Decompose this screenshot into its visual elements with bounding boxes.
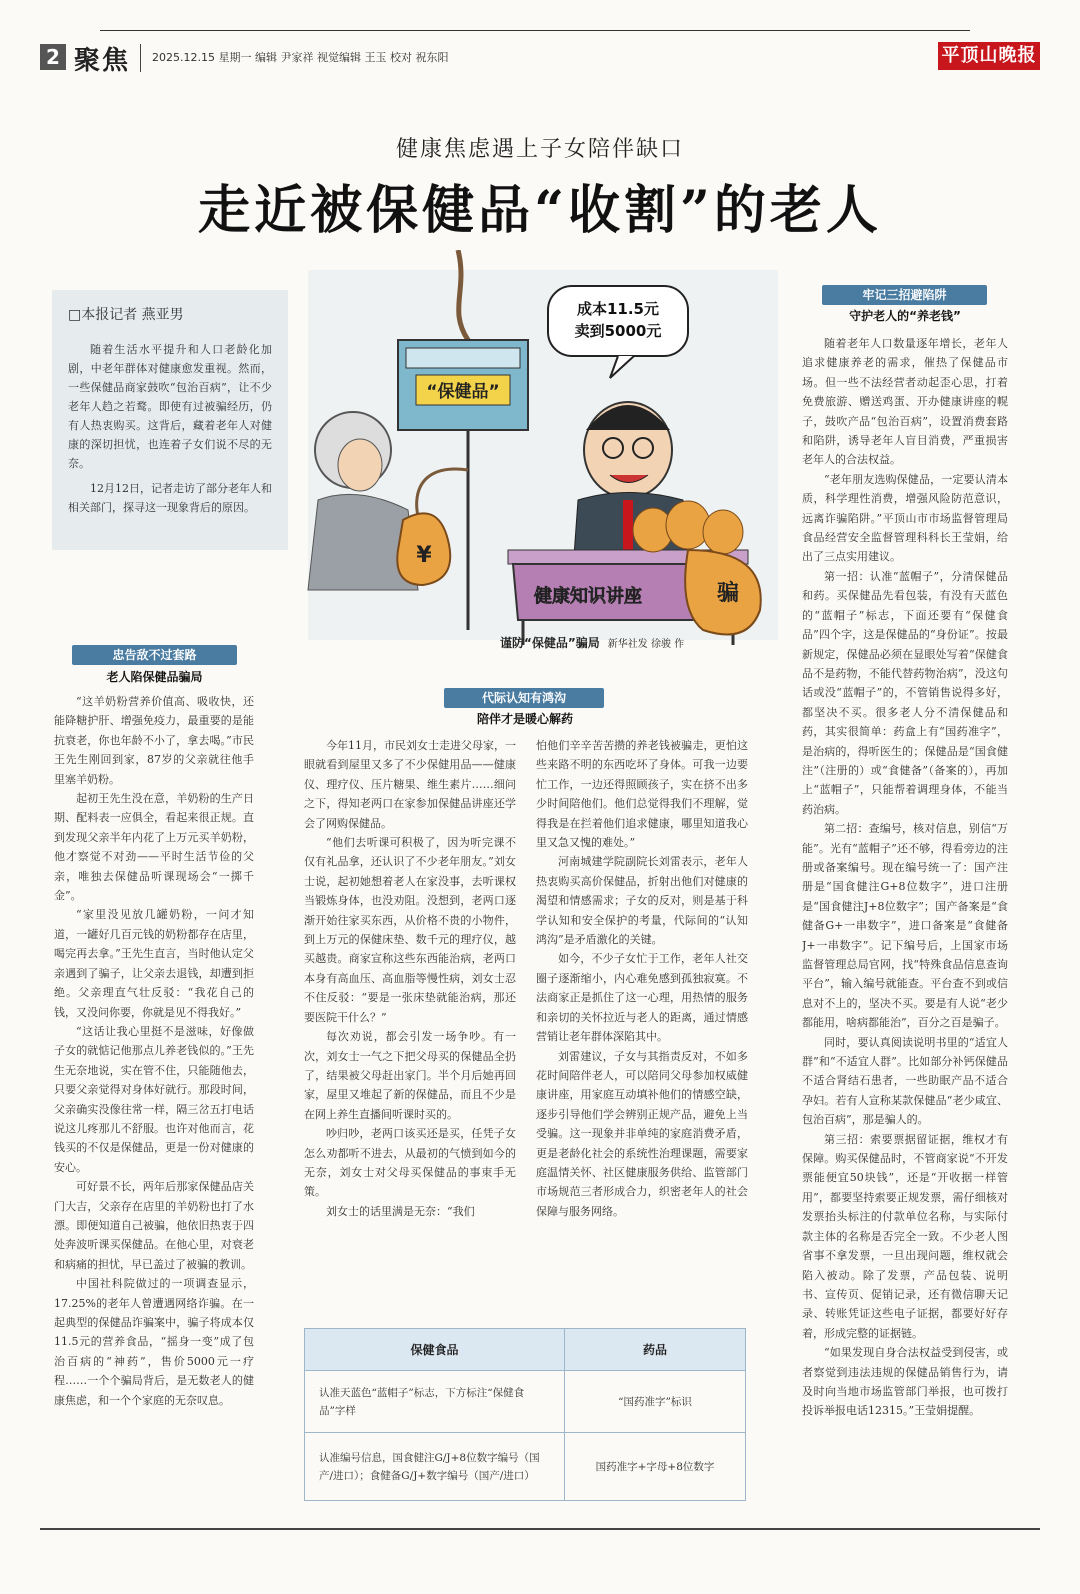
header-rule [100, 30, 970, 31]
table-header-cell: 保健食品 [305, 1329, 565, 1371]
section-name: 聚焦 [74, 46, 131, 76]
caption-credit: 新华社发 徐骏 作 [607, 639, 685, 650]
table-header-row [305, 1329, 746, 1371]
body-paragraph: “这话让我心里挺不是滋味，好像做子女的就惦记他那点儿养老钱似的。”王先生无奈地说，实在管不住，只能随他去，只要父亲觉得对身体好就行。那段时间，父亲确实没像往常一样，隔三岔五打电话说这儿疼那儿不舒服。也许对他而言，花钱买的不仅是保健品，更是一份对健康的安心。 [54, 1024, 254, 1174]
caption-text: 谨防“保健品”骗局 [500, 636, 600, 650]
body-paragraph: “如果发现自身合法权益受到侵害，或者察觉到违法违规的保健品销售行为，请及时向当地市场监管部门举报，也可拨打投诉举报电话12315。”王莹娟提醒。 [802, 1346, 1008, 1418]
intro-paragraph: 随着生活水平提升和人口老龄化加剧，中老年群体对健康愈发重视。然而，一些保健品商家鼓吹“包治百病”，让不少老年人趋之若鹜。即使有过被骗经历，仍有人热衷购买。这背后，藏着老年人对健康的深切担忧，也连着子女们说不尽的无奈。 [68, 343, 272, 470]
cartoon-illustration [298, 250, 788, 660]
body-paragraph: 每次劝说，都会引发一场争吵。有一次，刘女士一气之下把父母买的保健品全扔了，结果被父母赶出家门。半个月后她再回家，屋里又堆起了新的保健品，而且不少是在网上养生直播间听课时买的。 [304, 1030, 516, 1121]
intro-paragraph: 12月12日，记者走访了部分老年人和相关部门，探寻这一现象背后的原因。 [68, 482, 272, 514]
comparison-table [304, 1328, 746, 1501]
body-paragraph: 第三招：索要票据留证据，维权才有保障。购买保健品时，不管商家说“不开发票能便宜50块钱”，还是“开收据一样管用”，都要坚持索要正规发票，需仔细核对发票抬头标注的付款单位名称，与实际付款主体的名称是否完全一致。不少老人图省事不拿发票，一旦出现问题，维权就会陷入被动。除了发票，产品包装、说明书、宣传页、促销记录，还有微信聊天记录、转账凭证这些电子证据，都要好好存着，形成完整的证据链。 [802, 1132, 1008, 1340]
body-paragraph: “家里没见放几罐奶粉，一问才知道，一罐好几百元钱的奶粉都存在店里，喝完再去拿。”王先生直言，当时他认定父亲遇到了骗子，让父亲去退钱，却遭到拒绝。父亲理直气壮反驳：“我花自己的钱，又没问你要，你就是见不得我好。” [54, 908, 254, 1019]
page-number: 2 [40, 44, 66, 70]
section1-tag: 忠告敌不过套路 [72, 645, 237, 665]
bag-label: 骗 [716, 581, 740, 606]
intro-box [52, 290, 288, 550]
body-paragraph: 可好景不长，两年后那家保健品店关门大吉，父亲存在店里的羊奶粉也打了水漂。即便知道自己被骗，他依旧热衷于四处奔波听课买保健品。在他心里，对衰老和病痛的担忧，早已盖过了被骗的教训。 [54, 1180, 254, 1271]
body-paragraph: 第一招：认准“蓝帽子”，分清保健品和药。买保健品先看包装，有没有天蓝色的“蓝帽子”标志，下面还要有“保健食品”四个字，这是保健品的“身份证”。按最新规定，保健品必须在显眼处写着“保健食品不是药物，不能代替药物治病”，没这句话或没“蓝帽子”的，不管销售说得多好，都坚决不买。很多老人分不清保健品和药，其实很简单：药盒上有“国药准字”，是治病的，得听医生的；保健品是“国食健注”（注册的）或“食健备”（备案的），再加上“蓝帽子”，只能帮着调理身体，不能当药治病。 [802, 569, 1008, 816]
table-row [305, 1433, 746, 1501]
svg-text:¥: ¥ [416, 543, 432, 568]
body-paragraph: 河南城建学院副院长刘雷表示，老年人热衷购买高价保健品，折射出他们对健康的渴望和情感需求；子女的反对，则是基于科学认知和安全保护的考量，代际间的“认知鸿沟”是矛盾激化的关键。 [536, 855, 748, 947]
footer-rule [40, 1528, 1040, 1530]
section1-subtitle: 老人陷保健品骗局 [106, 670, 203, 684]
headline-title: 走近被保健品“收割”的老人 [198, 180, 882, 241]
body-paragraph: 中国社科院做过的一项调查显示，17.25%的老年人曾遭遇网络诈骗。在一起典型的保健品诈骗案中，骗子将成本仅11.5元的营养食品，“摇身一变”成了包治百病的“神药”，售价5000元一疗程……一个个骗局背后，是无数老人的健康焦虑，和一个个家庭的无奈叹息。 [54, 1277, 254, 1407]
section2-tag: 代际认知有鸿沟 [444, 688, 604, 708]
section2-body-right [536, 736, 748, 1316]
table-cell: “国药准字”标识 [565, 1371, 746, 1433]
header-meta: 2025.12.15 星期一 编辑 尹家祥 视觉编辑 王玉 校对 祝东阳 [152, 51, 449, 64]
header-divider [140, 44, 141, 72]
section2-body-left [304, 736, 516, 1316]
section3-subtitle: 守护老人的“养老钱” [849, 309, 961, 323]
page-header [40, 40, 1040, 76]
table-header-cell: 药品 [565, 1329, 746, 1371]
body-paragraph: 刘女士的话里满是无奈：“我们 [326, 1204, 475, 1218]
section1-body [54, 692, 254, 1522]
sign-label: “保健品” [426, 382, 500, 402]
table-banner: 健康知识讲座 [534, 586, 642, 607]
bubble-line: 成本11.5元 [576, 300, 660, 318]
body-paragraph: 怕他们辛辛苦苦攒的养老钱被骗走，更怕这些来路不明的东西吃坏了身体。可我一边要忙工作，一边还得照顾孩子，实在挤不出多少时间陪他们。他们总觉得我们不理解，觉得我是在拦着他们追求健康，哪里知道我心里又急又愧的难处。” [536, 739, 748, 850]
body-paragraph: 第二招：查编号，核对信息，别信“万能”。光有“蓝帽子”还不够，得看旁边的注册或备案编号。现在编号统一了：国产注册是“国食健注G+8位数字”，进口注册是“国食健注J+8位数字”；国产备案是“食健备G+一串数字”，进口备案是“食健备J+一串数字”。记下编号后，上国家市场监督管理总局官网，找“特殊食品信息查询平台”，输入编号就能查。平台查不到或信息对不上的，坚决不买。要是有人说“老少都能用，啥病都能治”，百分之百是骗子。 [802, 822, 1008, 1030]
body-paragraph: “老年朋友选购保健品，一定要认清本质，科学理性消费，增强风险防范意识，远离诈骗陷阱。”平顶山市市场监督管理局食品经营安全监督管理科科长王莹娟，给出了三点实用建议。 [802, 472, 1008, 564]
table-cell: 国药准字+字母+8位数字 [565, 1433, 746, 1501]
bubble-line: 卖到5000元 [574, 322, 662, 340]
section3-body [802, 334, 1008, 1504]
masthead-logo: 平顶山晚报 [938, 42, 1040, 70]
body-paragraph: 今年11月，市民刘女士走进父母家，一眼就看到屋里又多了不少保健用品——健康仪、理疗仪、压片糖果、维生素片……细问之下，得知老两口在家参加保健品讲座还学会了网购保健品。 [304, 739, 516, 830]
health-product-box [398, 340, 528, 430]
headline-subtitle: 健康焦虑遇上子女陪伴缺口 [395, 137, 684, 162]
body-paragraph: 如今，不少子女忙于工作，老年人社交圈子逐渐缩小，内心难免感到孤独寂寞。不法商家正是抓住了这一心理，用热情的服务和亲切的关怀拉近与老人的距离，通过情感营销让老年群体深陷其中。 [536, 952, 748, 1044]
body-paragraph: “这羊奶粉营养价值高、吸收快，还能降糖护肝、增强免疫力，最重要的是能抗衰老，你也年龄不小了，拿去喝。”市民王先生刚回到家，87岁的父亲就往他手里塞羊奶粉。 [54, 695, 254, 786]
illustration-caption [500, 634, 780, 651]
body-paragraph: 吵归吵，老两口该买还是买，任凭子女怎么劝都听不进去，从最初的气愤到如今的无奈，刘女士对父母买保健品的事束手无策。 [304, 1127, 516, 1199]
body-paragraph: “他们去听课可积极了，因为听完课不仅有礼品拿，还认识了不少老年朋友。”刘女士说，起初她想着老人在家没事，去听课权当锻炼身体，也没劝阻。没想到，老两口逐渐开始往家买东西，从价格不贵的小物件，到上万元的保健床垫、数千元的理疗仪，越买越贵。商家宣称这些东西能治病，老两口本身有高血压、高血脂等慢性病，刘女士忍不住反驳：“要是一张床垫就能治病，那还要医院干什么？” [304, 836, 516, 1024]
table-row [305, 1371, 746, 1433]
body-paragraph: 同时，要认真阅读说明书里的“适宜人群”和“不适宜人群”。比如部分补钙保健品不适合肾结石患者，一些助眠产品不适合孕妇。若有人宣称某款保健品“老少咸宜、包治百病”，那是骗人的。 [802, 1035, 1008, 1127]
section2-subtitle: 陪伴才是暖心解药 [476, 712, 573, 726]
byline: □本报记者 燕亚男 [68, 307, 184, 323]
money-bag-icon [397, 513, 450, 585]
table-cell: 认准天蓝色“蓝帽子”标志，下方标注“保健食品”字样 [305, 1371, 565, 1433]
table-cell: 认准编号信息，国食健注G/J+8位数字编号（国产/进口）；食健备G/J+数字编号（国产/进口） [305, 1433, 565, 1501]
body-paragraph: 刘雷建议，子女与其指责反对，不如多花时间陪伴老人，可以陪同父母参加权威健康讲座，用家庭互动填补他们的情感空缺，逐步引导他们学会辨别正规产品，避免上当受骗。这一现象并非单纯的家庭消费矛盾，更是老龄化社会的系统性治理课题，需要家庭温情关怀、社区健康服务供给、监管部门市场规范三者形成合力，织密老年人的社会保障与服务网络。 [536, 1049, 748, 1218]
section3-tag: 牢记三招避陷阱 [822, 285, 987, 305]
body-paragraph: 随着老年人口数量逐年增长，老年人追求健康养老的需求，催热了保健品市场。但一些不法经营者动起歪心思，打着免费旅游、赠送鸡蛋、开办健康讲座的幌子，鼓吹产品“包治百病”，设置消费套路和陷阱，诱导老年人盲目消费，严重损害老年人的合法权益。 [802, 337, 1008, 467]
body-paragraph: 起初王先生没在意，羊奶粉的生产日期、配料表一应俱全，看起来很正规。直到发现父亲半年内花了上万元买羊奶粉，他才察觉不对劲——平时生活节俭的父亲，唯独去保健品听课现场会“一掷千金”。 [54, 792, 254, 903]
